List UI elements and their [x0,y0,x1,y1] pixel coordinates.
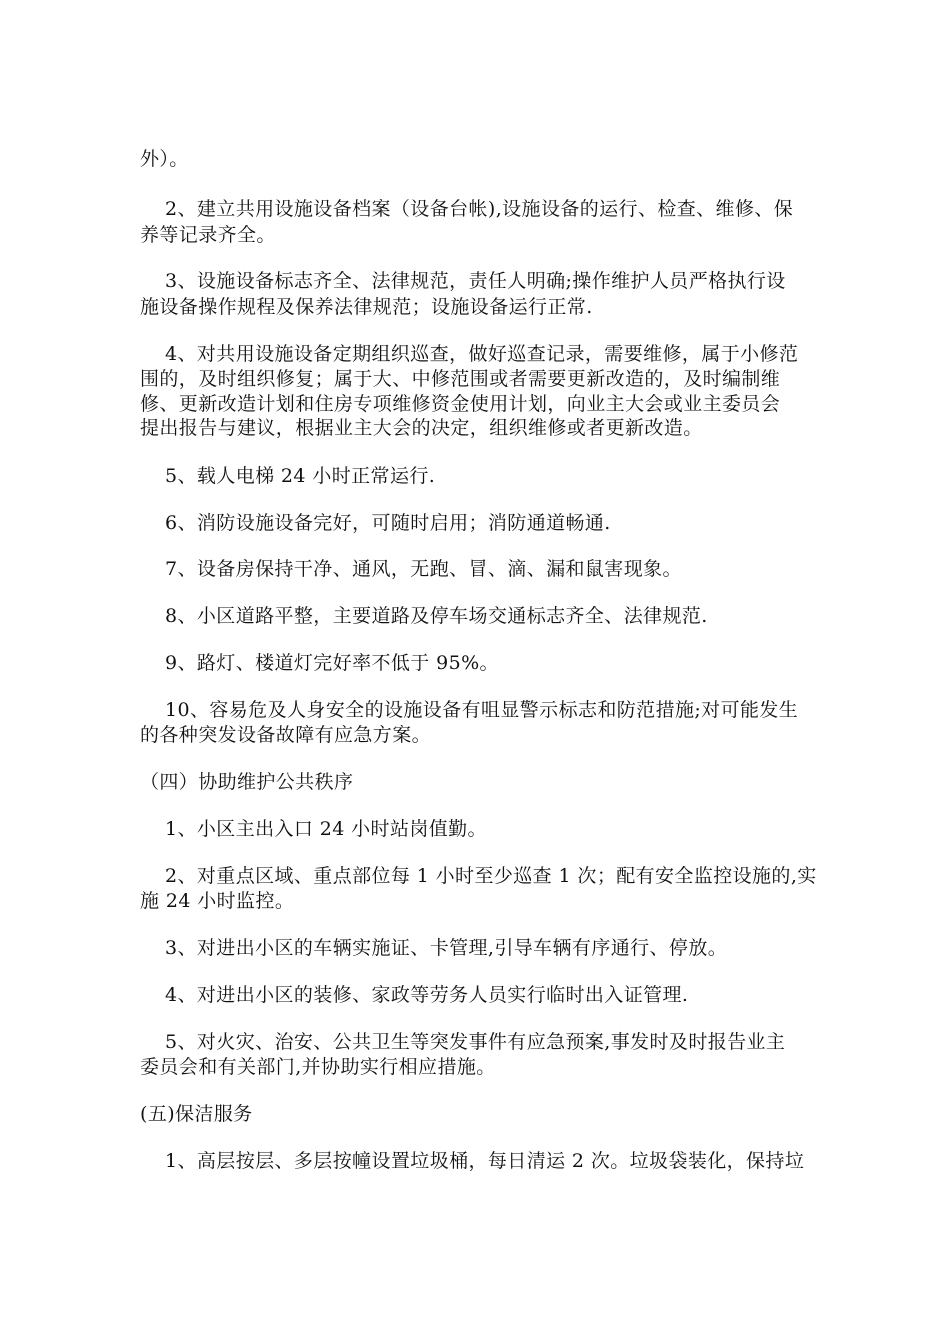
section-heading: (五)保洁服务 [140,1103,253,1125]
paragraph-line: 10、容易危及人身安全的设施设备有咀显警示标志和防范措施;对可能发生 [165,699,799,721]
paragraph-line: 外）。 [140,148,189,170]
paragraph-line: 4、对进出小区的装修、家政等劳务人员实行临时出入证管理. [165,984,689,1006]
paragraph-line: 提出报告与建议，根据业主大会的决定，组织维修或者更新改造。 [140,417,703,439]
paragraph-line: 2、对重点区域、重点部位每 1 小时至少巡查 1 次；配有安全监控设施的,实 [165,865,817,887]
paragraph-line: 3、对进出小区的车辆实施证、卡管理,引导车辆有序通行、停放。 [165,937,728,959]
paragraph-line: 6、消防设施设备完好，可随时启用；消防通道畅通. [165,512,611,534]
paragraph-line: 委员会和有关部门,并协助实行相应措施。 [140,1056,496,1078]
paragraph-line: 5、对火灾、治安、公共卫生等突发事件有应急预案,事发时及时报告业主 [165,1031,786,1053]
paragraph-line: 8、小区道路平整，主要道路及停车场交通标志齐全、法律规范. [165,605,708,627]
paragraph-line: 4、对共用设施设备定期组织巡查，做好巡查记录，需要维修，属于小修范 [165,343,799,365]
paragraph-line: 养等记录齐全。 [140,224,276,246]
paragraph-line: 2、建立共用设施设备档案（设备台帐),设施设备的运行、检查、维修、保 [165,198,794,220]
paragraph-line: 施 24 小时监控。 [140,890,295,912]
paragraph-line: 施设备操作规程及保养法律规范；设施设备运行正常. [140,296,593,318]
section-heading: （四）协助维护公共秩序 [140,771,354,793]
paragraph-line: 9、路灯、楼道灯完好率不低于 95%。 [165,652,499,674]
paragraph-line: 的各种突发设备故障有应急方案。 [140,724,432,746]
paragraph-line: 3、设施设备标志齐全、法律规范，责任人明确;操作维护人员严格执行设 [165,270,786,292]
paragraph-line: 围的，及时组织修复；属于大、中修范围或者需要更新改造的，及时编制维 [140,368,781,390]
paragraph-line: 修、更新改造计划和住房专项维修资金使用计划，向业主大会或业主委员会 [140,393,781,415]
paragraph-line: 1、高层按层、多层按幢设置垃圾桶，每日清运 2 次。垃圾袋装化，保持垃 [165,1150,805,1172]
paragraph-line: 7、设备房保持干净、通风，无跑、冒、滴、漏和鼠害现象。 [165,558,682,580]
paragraph-line: 5、载人电梯 24 小时正常运行. [165,465,436,487]
paragraph-line: 1、小区主出入口 24 小时站岗值勤。 [165,818,487,840]
